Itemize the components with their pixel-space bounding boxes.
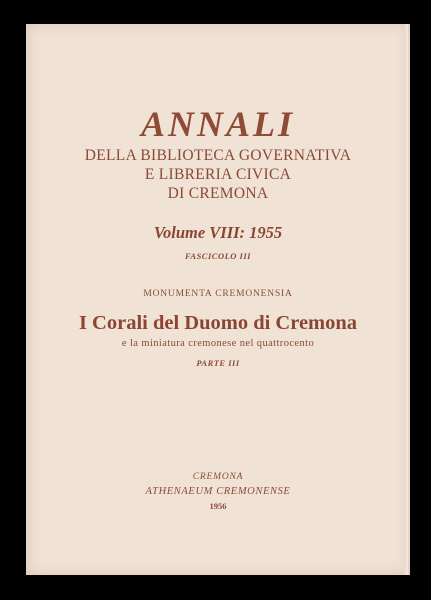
journal-subtitle-line-2: E LIBRERIA CIVICA xyxy=(144,166,292,183)
work-title: I Corali del Duomo di Cremona xyxy=(78,312,358,334)
part-label: PARTE III xyxy=(196,358,240,368)
journal-subtitle-line-1: DELLA BIBLIOTECA GOVERNATIVA xyxy=(84,147,352,164)
journal-subtitle-line-3: DI CREMONA xyxy=(167,185,269,202)
fascicolo-label: FASCICOLO III xyxy=(185,251,251,261)
publisher-name: ATHENAEUM CREMONENSE xyxy=(145,486,291,497)
book-cover xyxy=(26,24,410,575)
series-title: MONUMENTA CREMONENSIA xyxy=(143,289,293,299)
publication-year: 1956 xyxy=(209,501,227,511)
publisher-city: CREMONA xyxy=(192,472,244,482)
volume-label: Volume VIII: 1955 xyxy=(153,223,283,242)
journal-title: ANNALI xyxy=(140,104,296,144)
work-subtitle: e la miniatura cremonese nel quattrocento xyxy=(121,338,315,349)
